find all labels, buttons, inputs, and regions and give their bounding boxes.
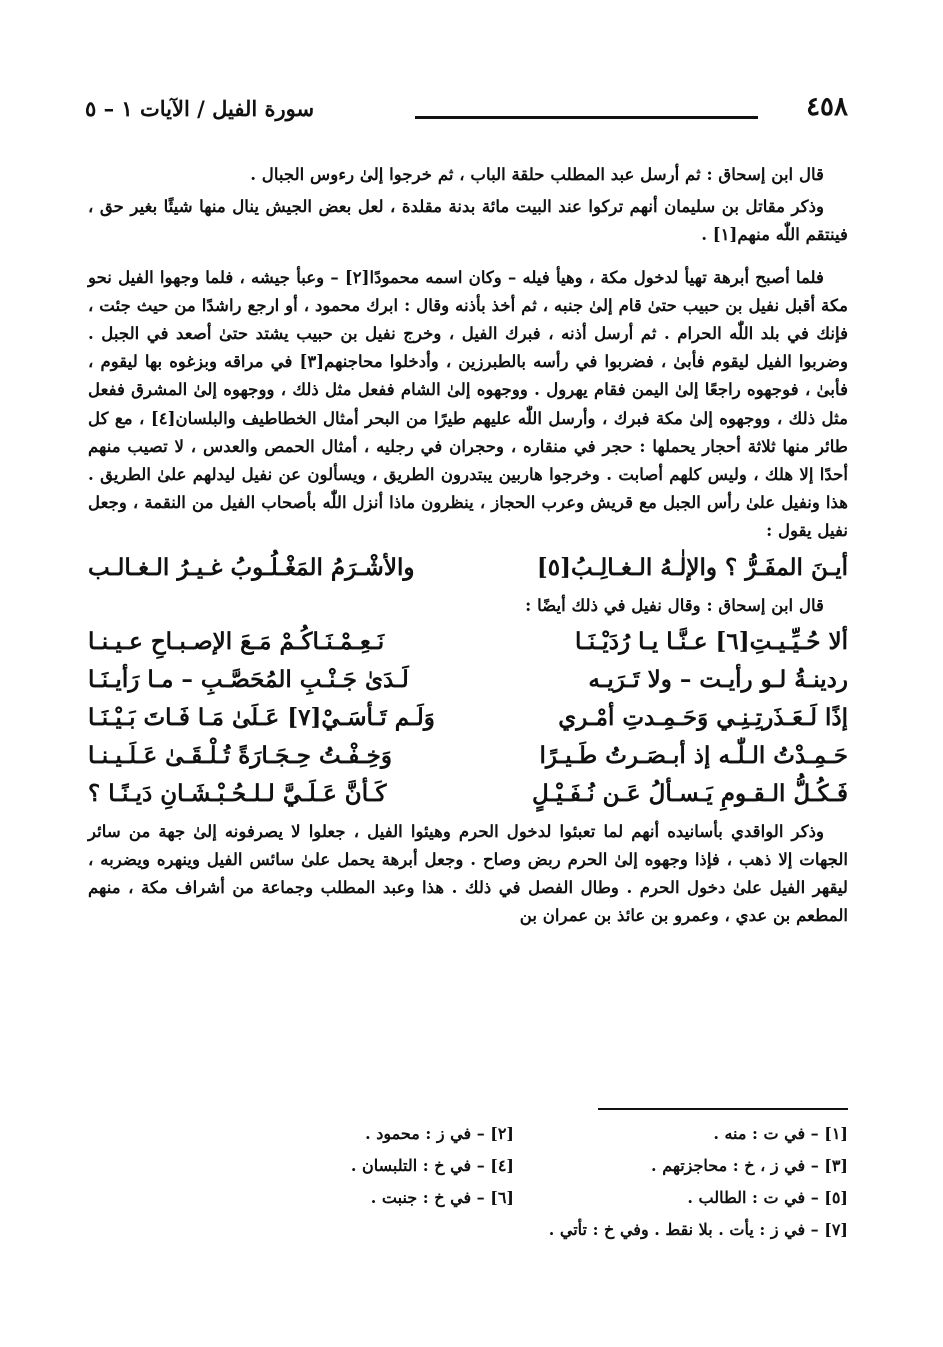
poem-hemistich-left: وَخِـفْـتُ حِـجَـارَةً تُـلْـقَـىٰ عَـلَـيـنـا xyxy=(88,741,392,769)
page-header xyxy=(85,92,848,132)
poem-hemistich-right: ردينـةُ لـو رأيـت – ولا تَـرَيـه xyxy=(588,665,848,693)
poem-hemistich-left: والأشْـرَمُ المَغْـلُـوبُ غـيـرُ الـغـالـب xyxy=(88,553,415,581)
poem-block-1 xyxy=(88,549,848,587)
poem-verse xyxy=(88,661,848,699)
poem-hemistich-right: أيـنَ المفَـرُّ ؟ والإلٰـهُ الـغـالِـبُ[٥] xyxy=(536,553,848,581)
footnote-row xyxy=(180,1214,848,1246)
paragraph: قال ابن إسحاق : وقال نفيل في ذلك أيضًا : xyxy=(525,594,824,615)
poem-verse xyxy=(88,623,848,661)
poem-block-2 xyxy=(88,623,848,813)
footnote: [٤] – في خ : التلبسان . xyxy=(350,1156,514,1175)
footnote: [٥] – في ت : الطالب . xyxy=(687,1188,848,1207)
footnote: [٣] – في ز ، خ : محاجزتهم . xyxy=(651,1156,848,1175)
header-rule xyxy=(415,116,758,119)
poem-verse xyxy=(88,775,848,813)
paragraph: قال ابن إسحاق : ثم أرسل عبد المطلب حلقة الباب ، ثم خرجوا إلىٰ رءوس الجبال . xyxy=(250,164,824,184)
poem-verse xyxy=(88,699,848,737)
footnote-rule xyxy=(598,1108,848,1110)
footnote-row xyxy=(180,1182,848,1214)
footnotes xyxy=(180,1118,848,1246)
poem-verse xyxy=(88,549,848,587)
poem-hemistich-right: إذًا لَـعَـذَرتِـنِـي وَحَـمِـدتِ أمْـري xyxy=(558,703,848,731)
footnote: [٢] – في ز : محمود . xyxy=(365,1124,514,1143)
poem-hemistich-left: كَـأنَّ عَـلَـيَّ لـلـحُـبْـشَـانِ دَيـنًـا ؟ xyxy=(88,779,387,807)
footnote: [١] – في ت : منه . xyxy=(713,1124,848,1143)
poem-hemistich-left: نَـعِـمْـنَـاكُـمْ مَـعَ الإصـبـاحِ عـيـنـا xyxy=(88,627,385,655)
body-text xyxy=(88,160,848,944)
poem-hemistich-right: حَـمِـدْتُ الـلّٰـه إذ أبـصَـرتُ طَـيـرًا xyxy=(539,741,848,769)
poem-hemistich-right: فَـكُـلُّ الـقـومِ يَـسـألُ عَـن نُـفَـيْـلٍ xyxy=(532,779,848,807)
footnote: [٧] – في ز : يأت . بلا نقط . وفي خ : تأتي . xyxy=(548,1220,848,1239)
poem-hemistich-left: لَـدَىٰ جَـنْـبِ المُحَصَّـبِ – مـا رَأيـنَـا xyxy=(88,665,409,693)
page-number: ٤٥٨ xyxy=(806,92,848,122)
paragraph: وذكر مقاتل بن سليمان أنهم تركوا عند البيت مائة بدنة مقلدة ، لعل بعض الجيش ينال منها شيئًا بغير حق ، فينتقم اللّٰه منهم[١] . xyxy=(88,196,848,245)
footnote: [٦] – في خ : جنبت . xyxy=(370,1188,514,1207)
paragraph: وذكر الواقدي بأسانيده أنهم لما تعبئوا لدخول الحرم وهيئوا الفيل ، جعلوا لا يصرفونه إلىٰ جهة من سائر الجهات إلا ذهب ، فإذا وجهوه إلىٰ الحرم ربض وصاح . وجعل أبرهة يحمل علىٰ سائس الفيل وينهره ويضربه ، ليقهر الفيل علىٰ دخول الحرم . وطال الفصل في ذلك . هذا وعبد المطلب وجماعة من أشراف مكة ، منهم المطعم بن عدي ، وعمرو بن عائذ بن عمران بن xyxy=(88,820,848,926)
poem-hemistich-left: وَلَـم تَـأسَـيْ[٧] عَـلَىٰ مَـا فَـاتَ بَـيْـنَـا xyxy=(88,703,435,731)
footnote-row xyxy=(180,1150,848,1182)
poem-verse xyxy=(88,737,848,775)
paragraph: فلما أصبح أبرهة تهيأ لدخول مكة ، وهيأ فيله – وكان اسمه محمودًا[٢] – وعبأ جيشه ، فلما وجهوا الفيل نحو مكة أقبل نفيل بن حبيب حتىٰ قام إلىٰ جنبه ، ثم أخذ بأذنه وقال : ابرك محمود ، أو ارجع راشدًا من حيث جئت ، فإنك في بلد اللّٰه الحرام . ثم أرسل أذنه ، فبرك الفيل ، وخرج نفيل بن حبيب يشتد حتىٰ أصعد في الجبل . وضربوا الفيل ليقوم فأبىٰ ، فضربوا في رأسه بالطبرزين ، وأدخلوا محاجنهم[٣] في مراقه وبزغوه بها ليقوم ، فأبىٰ ، فوجهوه راجعًا إلىٰ اليمن فقام يهرول . ووجهوه إلىٰ الشام ففعل مثل ذلك ، ووجهوه إلىٰ المشرق ففعل مثل ذلك ، ووجهوه إلىٰ مكة فبرك ، وأرسل اللّٰه عليهم طيرًا من البحر أمثال الخطاطيف والبلسان[٤] ، مع كل طائر منها ثلاثة أحجار يحملها : حجر في منقاره ، وحجران في رجليه ، أمثال الحمص والعدس ، لا تصيب منهم أحدًا إلا هلك ، وليس كلهم أصابت . وخرجوا هاربين يبتدرون الطريق ، ويسألون عن نفيل ليدلهم علىٰ الطريق . هذا ونفيل علىٰ رأس الجبل مع قريش وعرب الحجاز ، ينظرون ماذا أنزل اللّٰه بأصحاب الفيل من النقمة ، وجعل نفيل يقول : xyxy=(88,266,848,541)
running-title: سورة الفيل / الآيات ١ – ٥ xyxy=(85,96,315,121)
poem-hemistich-right: ألا حُـيِّـيـتِ[٦] عـنَّـا يـا رُدَيْـنَـا xyxy=(574,627,848,655)
footnote-row xyxy=(180,1118,848,1150)
